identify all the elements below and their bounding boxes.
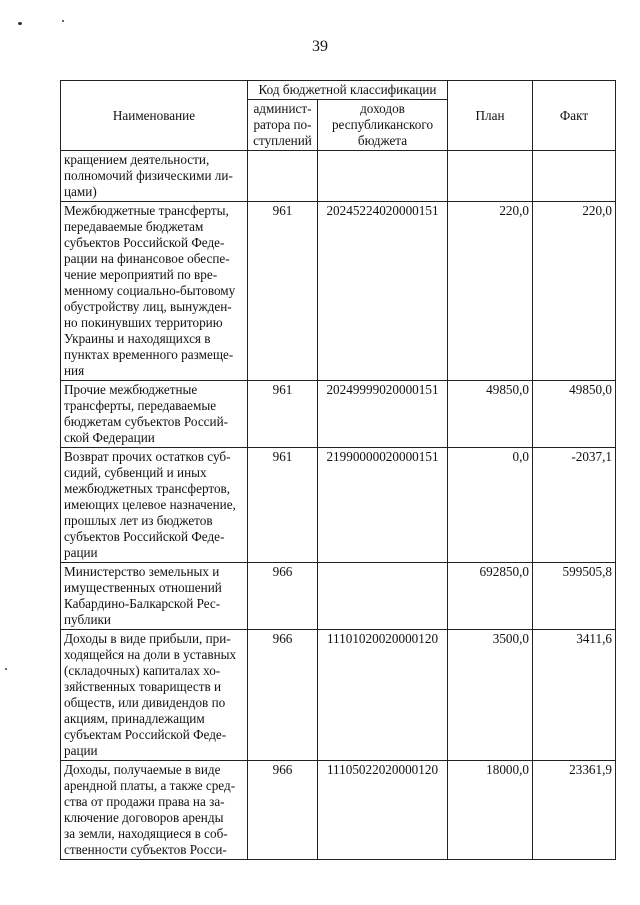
row-name: Министерство земельных и имущественных отношений Кабардино-Балкарской Рес- публики	[61, 563, 248, 630]
row-fact: 3411,6	[533, 630, 616, 761]
row-plan: 49850,0	[448, 381, 533, 448]
row-plan: 3500,0	[448, 630, 533, 761]
row-plan: 220,0	[448, 202, 533, 381]
row-admin-code: 966	[248, 761, 318, 860]
header-row	[61, 81, 616, 100]
row-fact: 23361,9	[533, 761, 616, 860]
row-fact: 599505,8	[533, 563, 616, 630]
row-name: Доходы в виде прибыли, при- ходящейся на доли в уставных (складочных) капиталах хо- зяйственных товариществ и обществ, или дивидендов по акциям, принадлежащим субъектам Российской Феде- рации	[61, 630, 248, 761]
row-name: Прочие межбюджетные трансферты, передаваемые бюджетам субъектов Россий- ской Федерации	[61, 381, 248, 448]
row-revenue-code	[318, 151, 448, 202]
table-row	[61, 381, 616, 448]
row-admin-code	[248, 151, 318, 202]
row-admin-code: 961	[248, 202, 318, 381]
row-revenue-code: 21990000020000151	[318, 448, 448, 563]
table-row	[61, 448, 616, 563]
header-fact: Факт	[533, 81, 616, 151]
table-row	[61, 151, 616, 202]
scan-speck	[5, 668, 7, 670]
table-row	[61, 761, 616, 860]
row-plan: 692850,0	[448, 563, 533, 630]
scan-speck	[18, 22, 22, 25]
header-name: Наименование	[61, 81, 248, 151]
row-fact: 220,0	[533, 202, 616, 381]
page-number: 39	[312, 38, 328, 55]
scan-speck	[62, 20, 64, 22]
row-plan	[448, 151, 533, 202]
row-revenue-code: 20249999020000151	[318, 381, 448, 448]
row-name: кращением деятельности, полномочий физическими ли- цами)	[61, 151, 248, 202]
row-admin-code: 961	[248, 381, 318, 448]
table-row	[61, 202, 616, 381]
budget-table	[60, 80, 616, 860]
header-plan: План	[448, 81, 533, 151]
table-row	[61, 563, 616, 630]
row-admin-code: 961	[248, 448, 318, 563]
row-revenue-code	[318, 563, 448, 630]
header-revenue: доходов республиканского бюджета	[318, 100, 448, 151]
row-admin-code: 966	[248, 563, 318, 630]
row-revenue-code: 20245224020000151	[318, 202, 448, 381]
row-revenue-code: 11101020020000120	[318, 630, 448, 761]
row-plan: 18000,0	[448, 761, 533, 860]
row-name: Возврат прочих остатков суб- сидий, субвенций и иных межбюджетных трансфертов, имеющих целевое назначение, прошлых лет из бюджетов субъектов Российской Феде- рации	[61, 448, 248, 563]
row-revenue-code: 11105022020000120	[318, 761, 448, 860]
header-code-group: Код бюджетной классификации	[248, 81, 448, 100]
row-name: Межбюджетные трансферты, передаваемые бюджетам субъектов Российской Феде- рации на финансовое обеспе- чение мероприятий по вре- менному социально-бытовому обустройству лиц, вынужден- но покинувших территорию Украины и находящихся в пунктах временного размеще- ния	[61, 202, 248, 381]
row-plan: 0,0	[448, 448, 533, 563]
row-admin-code: 966	[248, 630, 318, 761]
row-name: Доходы, получаемые в виде арендной платы, а также сред- ства от продажи права на за- ключение договоров аренды за земли, находящиеся в соб- ственности субъектов Росси-	[61, 761, 248, 860]
row-fact: -2037,1	[533, 448, 616, 563]
row-fact: 49850,0	[533, 381, 616, 448]
table-row	[61, 630, 616, 761]
header-admin: админист- ратора по- ступлений	[248, 100, 318, 151]
row-fact	[533, 151, 616, 202]
